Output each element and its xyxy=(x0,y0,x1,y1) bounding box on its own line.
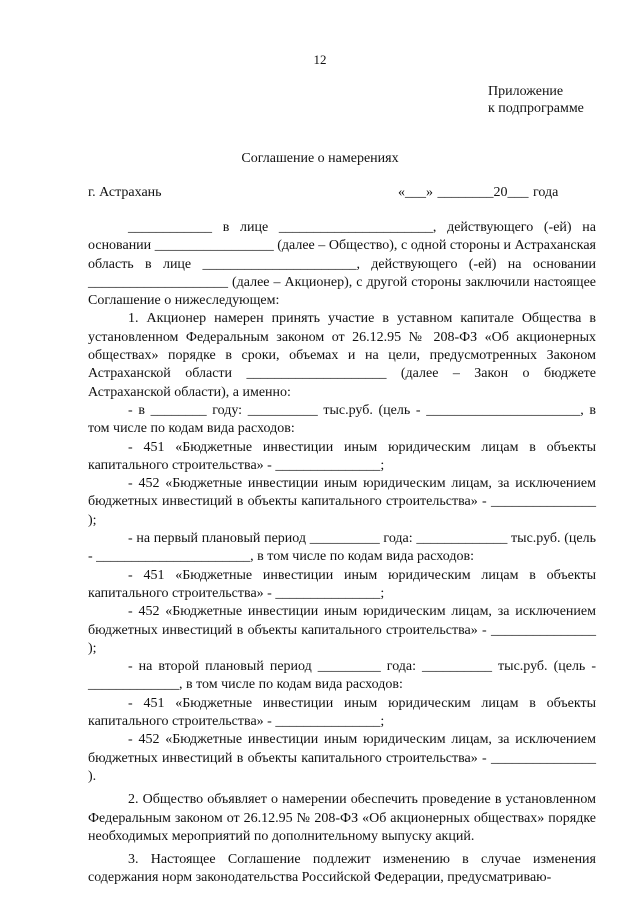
item-451: - 451 «Бюджетные инвестиции иным юридическим лицам в объекты капитального строительства» - _______________; xyxy=(88,439,596,473)
document-body xyxy=(88,219,596,888)
item-452: - 452 «Бюджетные инвестиции иным юридическим лицам, за исключением бюджетных инвестиций в объекты капитального строительства» - _______________ ); xyxy=(88,476,596,528)
item-451: - 451 «Бюджетные инвестиции иным юридическим лицам в объекты капитального строительства» - _______________; xyxy=(88,695,596,730)
paragraph-2: 2. Общество объявляет о намерении обеспечить проведение в установленном Федеральным законом от 26.12.95 № 208-ФЗ «Об акционерных обществах» порядке необходимых мероприятий по дополнительному выпуску акций. xyxy=(88,792,596,844)
appendix-line-1: Приложение xyxy=(488,84,564,99)
date-line: «___» ________20___ года xyxy=(398,185,559,200)
paragraph-1: 1. Акционер намерен принять участие в уставном капитале Общества в установленном Федеральным законом от 26.12.95 № 208-ФЗ «Об акционерных обществах» порядке в сроки, объемах и на цели, предусмотренных Законом Астраханской области ____________________ (далее – Закон о бюджете Астраханской области), а именно: xyxy=(88,311,596,400)
item-current-year: - в ________ году: __________ тыс.руб. (цель - ______________________, в том числе по кодам вида расходов: xyxy=(88,402,596,437)
document-title: Соглашение о намерениях xyxy=(241,151,399,166)
item-451: - 451 «Бюджетные инвестиции иным юридическим лицам в объекты капитального строительства» - _______________; xyxy=(88,567,596,601)
paragraph-3: 3. Настоящее Соглашение подлежит изменению в случае изменения содержания норм законодательства Российской Федерации, предусматриваю- xyxy=(88,852,596,886)
city: г. Астрахань xyxy=(88,185,162,200)
paragraph-parties: ____________ в лице ______________________, действующего (-ей) на основании _________________ (далее – Общество), с одной стороны и Астраханская область в лице ______________________, действующего (-ей) на основании ____________________ (далее – Акционер), с другой стороны заключили настоящее Соглашение о нижеследующем: xyxy=(88,220,596,309)
page-number: 12 xyxy=(313,52,327,67)
item-first-planned-period: - на первый плановый период __________ года: _____________ тыс.руб. (цель - ______________________, в том числе по кодам вида расходов: xyxy=(88,531,596,565)
appendix-note xyxy=(488,83,584,117)
item-452: - 452 «Бюджетные инвестиции иным юридическим лицам, за исключением бюджетных инвестиций в объекты капитального строительства» - _______________ ). xyxy=(88,732,596,784)
appendix-line-2: к подпрограмме xyxy=(488,101,584,116)
item-second-planned-period: - на второй плановый период _________ года: __________ тыс.руб. (цель - _____________, в том числе по кодам вида расходов: xyxy=(88,659,596,693)
item-452: - 452 «Бюджетные инвестиции иным юридическим лицам, за исключением бюджетных инвестиций в объекты капитального строительства» - _______________ ); xyxy=(88,604,596,656)
